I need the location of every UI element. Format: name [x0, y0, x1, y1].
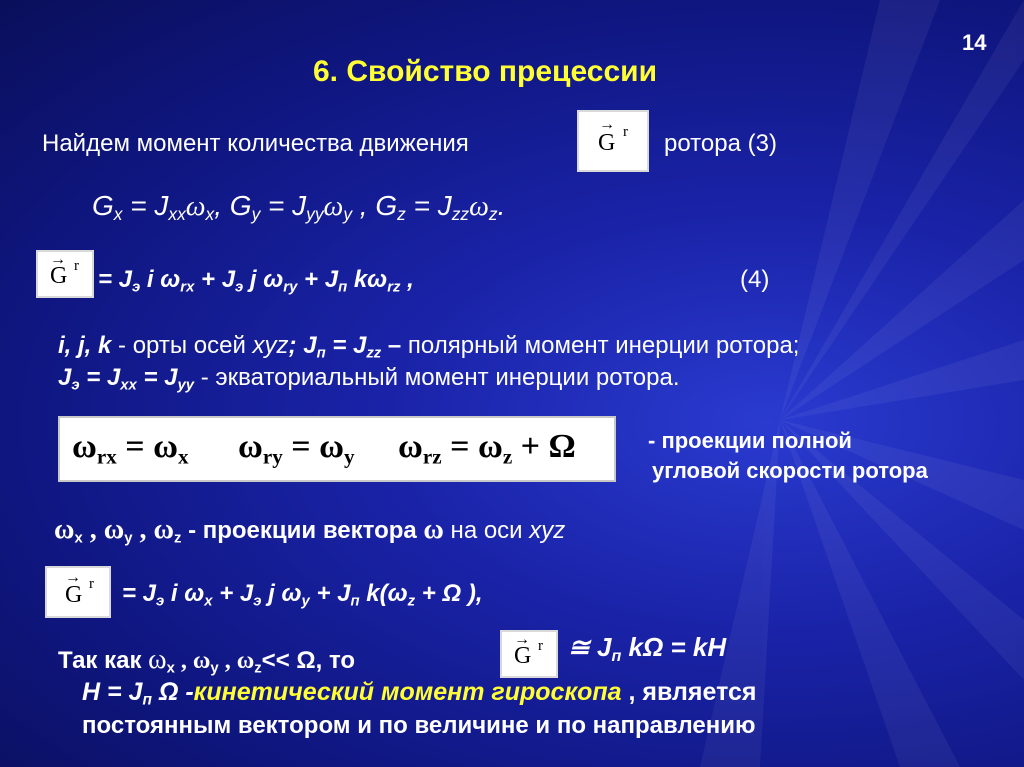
- equation-5: = $J_э$ i $\omega_x + J_э$ j $\omega_y + J_п$ $k(\omega_z + \Omega$ ),: [122, 580, 483, 610]
- vector-sup: r: [623, 124, 628, 140]
- angular-velocity-box: $\omega_{rx} = \omega_x$ $\omega_{ry} = \omega_y$ $\omega_{rz} = \omega_z + \Omega$: [58, 416, 616, 482]
- projection-note-2: угловой скорости ротора: [652, 458, 928, 483]
- momentum-components: $G_x = J_{xx}\omega_x$, $G_y = J_{yy}\omega_y$ , $G_z = J_{zz}\omega_z$.: [92, 190, 506, 225]
- projection-note-1: - проекции полной: [648, 428, 852, 453]
- approx-result: ≅ $J_п$ kΩ = kH: [568, 632, 727, 665]
- vector-g-box-final: → G r: [500, 630, 558, 678]
- so-line: Так как $\omega_x$ , $\omega_y$ , $\omega_z<< \Omega$, то: [58, 644, 356, 677]
- kinetic-moment-line: $H = J_п$ Ω -кинетический момент гироскопа , является: [82, 678, 757, 709]
- equation-4-number: (4): [740, 266, 770, 293]
- vector-letter: G: [598, 130, 616, 156]
- definition-line-2: $J_э = J_{xx} = J_{yy}$ - экваториальный момент инерции ротора.: [58, 364, 680, 394]
- intro-text: Найдем момент количества движения: [42, 130, 469, 157]
- vector-g-box-eq4: → G r: [36, 250, 94, 298]
- vector-g-box: [577, 110, 649, 172]
- intro-tail: ротора (3): [664, 130, 777, 157]
- vector-g-box-eq5: → G r: [45, 566, 111, 618]
- projection-line: $\omega_x$ , $\omega_y$ , $\omega_z$ - проекции вектора ω на оси xyz: [54, 514, 566, 547]
- slide-title: 6. Свойство прецессии: [313, 55, 658, 88]
- constant-vector-line: постоянным вектором и по величине и по направлению: [82, 712, 756, 739]
- slide-number: 14: [962, 30, 987, 55]
- equation-4: = $J_э$ i $\omega_{rx} + J_э$ j $\omega_{ry} + J_п$ $k\omega_{rz}$ ,: [98, 266, 414, 296]
- definition-line-1: i, j, k - орты осей xyz; $J_п = J_{zz}$ – полярный момент инерции ротора;: [58, 332, 800, 362]
- vector-arrow: →: [599, 116, 615, 133]
